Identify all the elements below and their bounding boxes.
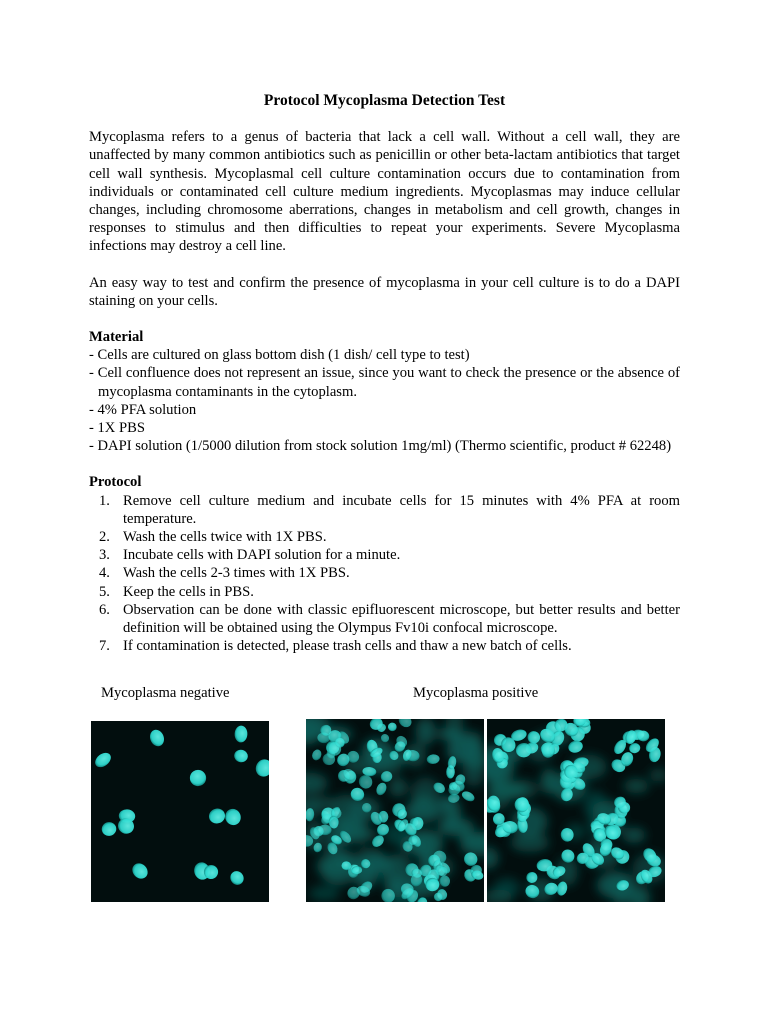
positive-caption: Mycoplasma positive <box>413 685 539 701</box>
material-item: - 4% PFA solution <box>89 401 197 418</box>
positive-micrograph-right <box>487 719 665 902</box>
protocol-step <box>89 637 680 655</box>
protocol-step <box>89 492 680 528</box>
protocol-step <box>89 601 680 637</box>
page-title: Protocol Mycoplasma Detection Test <box>263 92 506 109</box>
step-number: 7. <box>99 638 110 655</box>
protocol-step <box>89 528 680 546</box>
step-text: If contamination is detected, please trash cells and thaw a new batch of cells. <box>123 638 572 655</box>
step-text: Remove cell culture medium and incubate cells for 15 minutes with 4% PFA at room temperature. <box>123 492 680 527</box>
protocol-step <box>89 546 680 564</box>
protocol-heading: Protocol <box>89 474 142 491</box>
protocol-step <box>89 564 680 582</box>
step-number: 5. <box>99 583 110 600</box>
protocol-step <box>89 583 680 601</box>
step-number: 1. <box>99 492 110 509</box>
positive-micrograph-right-image <box>487 719 665 902</box>
material-item: - 1X PBS <box>89 420 145 437</box>
intro-paragraph: Mycoplasma refers to a genus of bacteria that lack a cell wall. Without a cell wall, they are unaffected by many common antibiotics such as penicillin or other beta-lactam antibiotics that target cell wall synthesis. Mycoplasmal cell culture contamination occurs due to contamination from individuals or contaminated cell culture medium ingredients. Mycoplasmas may induce cellular changes, including chromosome aberrations, changes in metabolism and cell growth, changes in responses to stimulus and then difficulties to repeat your experiments. Severe Mycoplasma infections may destroy a cell line. <box>89 129 680 255</box>
document-body <box>89 92 680 655</box>
material-item: - Cell confluence does not represent an issue, since you want to check the presence or the absence of mycoplasma contaminants in the cytoplasm. <box>89 365 680 400</box>
negative-micrograph-image <box>91 721 269 902</box>
step-number: 6. <box>99 601 110 618</box>
material-item: - Cells are cultured on glass bottom dish (1 dish/ cell type to test) <box>89 347 470 364</box>
positive-micrograph-left <box>306 719 484 902</box>
step-number: 2. <box>99 529 110 546</box>
step-text: Wash the cells 2-3 times with 1X PBS. <box>123 565 350 582</box>
step-text: Observation can be done with classic epifluorescent microscope, but better results and better definition will be obtained using the Olympus Fv10i confocal microscope. <box>123 601 680 637</box>
material-list <box>89 346 680 455</box>
step-number: 3. <box>99 547 110 564</box>
step-text: Incubate cells with DAPI solution for a minute. <box>123 547 401 564</box>
negative-caption: Mycoplasma negative <box>101 685 230 701</box>
positive-micrograph-left-image <box>306 719 484 902</box>
step-text: Keep the cells in PBS. <box>123 583 254 600</box>
test-paragraph: An easy way to test and confirm the presence of mycoplasma in your cell culture is to do a DAPI staining on your cells. <box>89 274 680 309</box>
material-heading: Material <box>89 329 144 346</box>
negative-micrograph <box>91 721 269 902</box>
material-item: - DAPI solution (1/5000 dilution from stock solution 1mg/ml) (Thermo scientific, product # 62248) <box>89 438 672 455</box>
protocol-steps <box>89 492 680 656</box>
step-text: Wash the cells twice with 1X PBS. <box>123 529 327 546</box>
step-number: 4. <box>99 565 110 582</box>
